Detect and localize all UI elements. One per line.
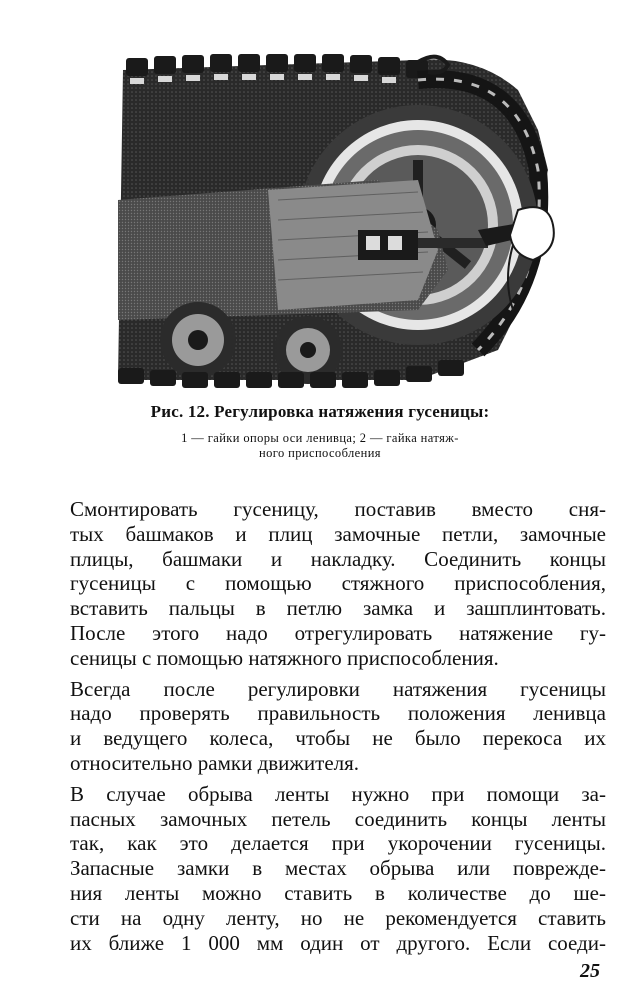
- paragraph-2: [70, 677, 606, 776]
- text-line: так, как это делается при укорочении гусеницы.: [70, 831, 606, 856]
- text-line: вставить пальцы в петлю замка и зашплинтовать.: [70, 596, 606, 621]
- track-tension-illustration: [118, 50, 558, 390]
- text-line: Всегда после регулировки натяжения гусеницы: [70, 676, 606, 701]
- figure-legend-line: ного приспособления: [259, 446, 381, 460]
- text-line: относительно рамки движителя.: [70, 750, 360, 775]
- text-line: В случае обрыва ленты нужно при помощи за-: [70, 781, 606, 806]
- figure-caption-title: Рис. 12. Регулировка натяжения гусеницы:: [150, 402, 490, 421]
- text-line: Запасные замки в местах обрыва или поврежде-: [70, 856, 606, 881]
- text-line: гусеницы с помощью стяжного приспособления,: [70, 571, 606, 596]
- text-line: Смонтировать гусеницу, поставив вместо сня-: [70, 497, 606, 521]
- body-text: [70, 497, 606, 955]
- text-line: надо проверять правильность положения ленивца: [70, 701, 606, 726]
- text-line: пасных замочных петель соединить концы ленты: [70, 806, 606, 831]
- figure-caption-legend: [60, 431, 580, 461]
- figure-legend-line: 1 — гайки опоры оси ленивца; 2 — гайка натяж-: [181, 431, 459, 445]
- paragraph-1: [70, 497, 606, 671]
- paragraph-3: [70, 782, 606, 956]
- figure-photo: [118, 50, 558, 390]
- text-line: ния ленты можно ставить в количестве до ше-: [70, 880, 606, 905]
- text-line: После этого надо отрегулировать натяжение гу-: [70, 620, 606, 645]
- text-line: и ведущего колеса, чтобы не было перекоса их: [70, 726, 606, 751]
- text-line: тых башмаков и плиц замочные петли, замочные: [70, 521, 606, 546]
- text-line: сти на одну ленту, но не рекомендуется ставить: [70, 905, 606, 930]
- text-line: плицы, башмаки и накладку. Соединить концы: [70, 546, 606, 571]
- text-line: их ближе 1 000 мм один от другого. Если соеди-: [70, 930, 606, 955]
- page-number: 25: [580, 960, 600, 982]
- text-line: сеницы с помощью натяжного приспособления.: [70, 645, 499, 670]
